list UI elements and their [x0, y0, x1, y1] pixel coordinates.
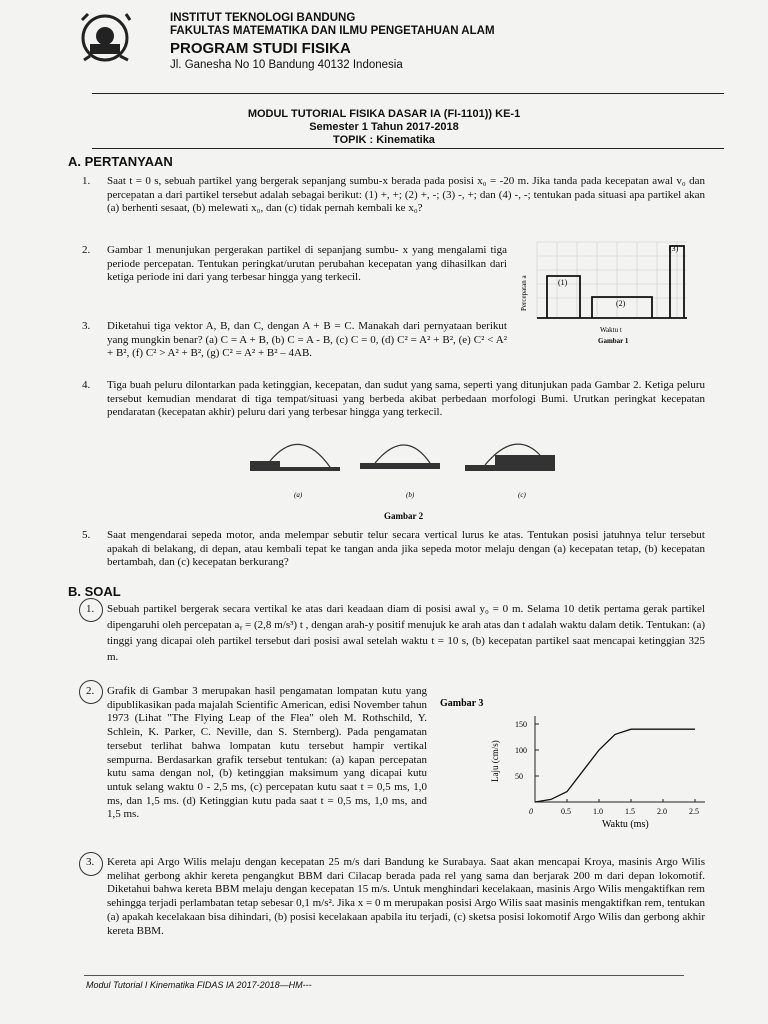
fig1-label-2: (2)	[616, 299, 626, 308]
fig3-xlabel: Waktu (ms)	[602, 819, 649, 830]
fig3-xtick-label: 0	[529, 807, 533, 816]
address: Jl. Ganesha No 10 Bandung 40132 Indonesia	[170, 59, 403, 71]
fig1-xlabel: Waktu t	[600, 326, 622, 334]
q1-text: Saat t = 0 s, sebuah partikel yang bergerak sepanjang sumbu-x berada pada posisi x₀ = -20 m. Jika tanda pada kecepatan awal v₀ dan percepatan a dari partikel tersebut adalah sebagai berikut: (1) +, +; (2) +, -; (3) -, +; dan (4) -, -; tentukan pada situasi apa partikel akan (a) berhenti sesaat, (b) melewati x₀, dan (c) tidak pernah kembali ke x₀?	[107, 175, 705, 215]
fig1-caption: Gambar 1	[598, 337, 629, 345]
fig1-label-3: (3)	[669, 244, 679, 253]
module-title: MODUL TUTORIAL FISIKA DASAR IA (FI-1101)) KE-1	[247, 108, 521, 120]
q2-number: 2.	[82, 244, 91, 256]
s2-text: Grafik di Gambar 3 merupakan hasil pengamatan lompatan kutu yang dipublikasikan pada majalah Scientific American, edisi November tahun 1973 (Lihat "The Flying Leap of the Flea" oleh M. Rothschild, Y. Schlein, K. Parker, C. Neville, dan S. Sternberg). Pada pengamatan tersebut terlihat bahwa lompatan kutu tersebut hampir vertikal sempurna. Berdasarkan grafik tersebut tentukan: (a) kapan percepatan kutu sama dengan nol, (b) ketinggian maksimum yang dicapai kutu untuk selang waktu 0 - 2,5 ms, (c) percepatan kutu saat t = 0,5 ms, 1,0 ms, dan 1,5 ms. (d) Ketinggian kutu pada saat t = 0,5 ms, 1,0 ms, and 1,5 ms.	[107, 685, 427, 821]
s2-number: 2.	[86, 685, 95, 697]
s3-number: 3.	[86, 856, 95, 868]
fig2-caption: Gambar 2	[384, 511, 424, 521]
q3-text: Diketahui tiga vektor A, B, dan C, dengan A + B = C. Manakah dari pernyataan berikut yang mungkin benar? (a) C = A + B, (b) C = A - B, (c) C = 0, (d) C² = A² + B², (e) C² < A² + B², (f) C² > A² + B², (g) C² = A² + B² – 4AB.	[107, 320, 507, 360]
figure-2	[250, 435, 560, 525]
fig3-ytick-label: 150	[515, 720, 527, 729]
fig3-xtick-label: 0.5	[561, 807, 571, 816]
fig3-title: Gambar 3	[440, 698, 484, 709]
module-semester: Semester 1 Tahun 2017-2018	[309, 121, 459, 133]
fig3-ytick-label: 100	[515, 746, 527, 755]
footer-text: Modul Tutorial I Kinematika FIDAS IA 2017-2018—HM---	[86, 980, 312, 990]
fig1-label-1: (1)	[558, 278, 568, 287]
q4-text: Tiga buah peluru dilontarkan pada ketinggian, kecepatan, dan sudut yang sama, seperti yang ditunjukan pada Gambar 2. Ketiga peluru tersebut kemudian mendarat di tiga tempat/situasi yang berbeda akibat perbedaan morfologi Bumi. Urutkan peringkat kecepatan pendaratan (kecepatan akhir) peluru dari yang terbesar hingga yang terkecil.	[107, 379, 705, 419]
program-name: PROGRAM STUDI FISIKA	[170, 40, 351, 57]
header-divider	[92, 93, 724, 94]
q5-number: 5.	[82, 529, 91, 541]
fig2-label-b: (b)	[406, 491, 415, 499]
itb-logo-icon	[76, 10, 134, 66]
fig3-ytick-label: 50	[515, 772, 523, 781]
fig3-series-line	[535, 729, 695, 802]
fig3-xtick-label: 2.0	[657, 807, 667, 816]
fig3-ylabel: Laju (cm/s)	[490, 740, 500, 782]
module-topic: TOPIK : Kinematika	[333, 134, 435, 146]
q4-number: 4.	[82, 379, 91, 391]
fig3-xtick-label: 1.5	[625, 807, 635, 816]
fig1-ylabel: Percepatan a	[520, 275, 528, 311]
section-a-heading: A. PERTANYAAN	[68, 154, 173, 169]
s1-text: Sebuah partikel bergerak secara vertikal ke atas dari keadaan diam di posisi awal y₀ = 0 m. Selama 10 detik pertama gerak partikel dipengaruhi oleh percepatan aᵧ = (2,8 m/s³) t , dengan arah-y positif menujuk ke arah atas dan t adalah waktu dalam detik. Tentukan: (a) tinggi yang dicapai oleh partikel tersebut dari posisi awal setelah waktu t = 10 s, (b) kecepatan partikel saat mencapai ketinggian 325 m.	[107, 603, 705, 663]
fig2-label-a: (a)	[294, 491, 303, 499]
s3-text: Kereta api Argo Wilis melaju dengan kecepatan 25 m/s dari Bandung ke Surabaya. Saat akan mencapai Kroya, masinis Argo Wilis melihat gerbong akhir kereta pengangkut BBM dari Cilacap berada pada rel yang sama dan berjarak 200 m dari depan lokomotif. Diketahui bahwa kereta BBM melaju dengan kecepatan 15 m/s. Untuk menghindari kecelakaan, masinis Argo Wilis mengaktifkan rem sehingga terjadi perlambatan tetap sebesar 0,1 m/s². Jika x = 0 m merupakan posisi Argo Wilis saat masinis mengaktifkan rem, tentukan (a) apakah kecelakaan bisa dihindari, (b) posisi kecelakaan apabila itu terjadi, (c) sketsa posisi lokomotif Argo Wilis dan gerbong akhir kereta BBM.	[107, 856, 705, 937]
q1-number: 1.	[82, 175, 91, 187]
fig3-xtick-label: 1.0	[593, 807, 603, 816]
section-b-heading: B. SOAL	[68, 584, 121, 599]
fig2-label-c: (c)	[518, 491, 526, 499]
fig3-xtick-label: 2.5	[689, 807, 699, 816]
title-divider	[92, 148, 724, 149]
q5-text: Saat mengendarai sepeda motor, anda melempar sebutir telur secara vertical lurus ke atas. Tentukan posisi jatuhnya telur tersebut apakah di belakang, di depan, atau kembali tepat ke tangan anda jika sepeda motor melaju dengan (a) kecepatan tetap, (b) kecepatan bertambah, dan (c) kecepatan berkurang?	[107, 529, 705, 569]
figure-3-chart	[440, 694, 720, 834]
institute-name: INSTITUT TEKNOLOGI BANDUNG FAKULTAS MATEMATIKA DAN ILMU PENGETAHUAN ALAM	[170, 12, 495, 37]
figure-1	[512, 236, 702, 348]
s1-number: 1.	[86, 603, 95, 615]
q2-text: Gambar 1 menunjukan pergerakan partikel di sepanjang sumbu- x yang mengalami tiga periode percepatan. Tentukan peringkat/urutan perubahan kecepatan yang dihasilkan dari ketiga periode ini dari yang terbesar hingga yang terkecil.	[107, 244, 507, 284]
q3-number: 3.	[82, 320, 91, 332]
footer-divider	[84, 975, 684, 976]
